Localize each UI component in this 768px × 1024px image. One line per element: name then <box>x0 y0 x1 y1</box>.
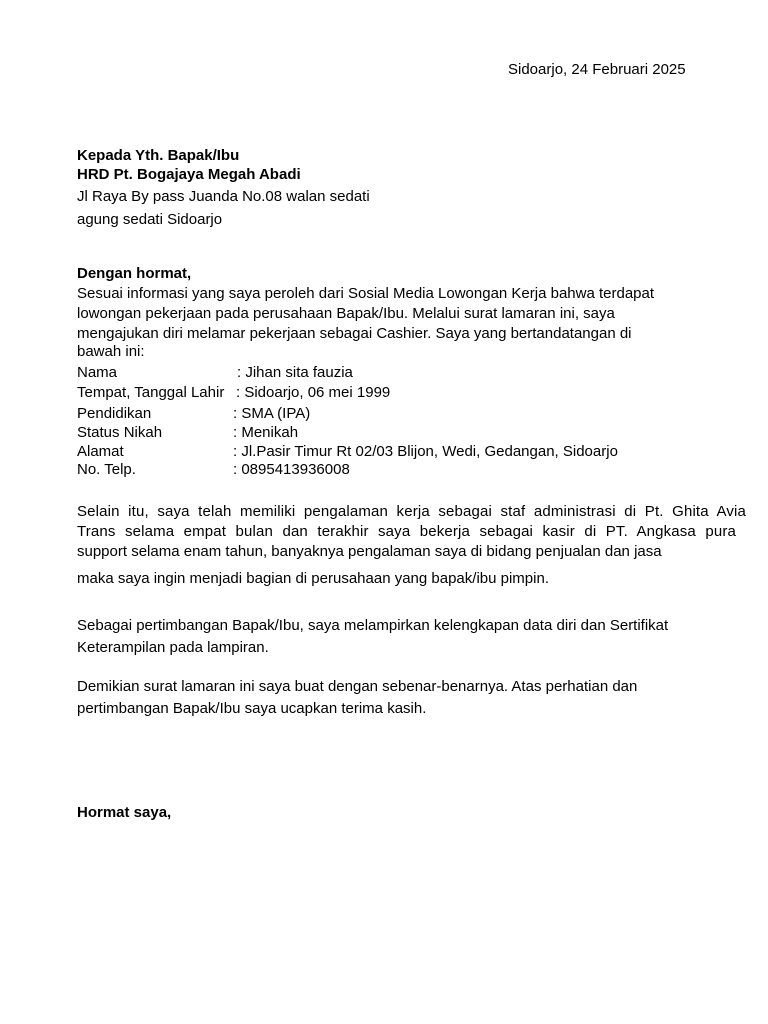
recipient-line-1: Kepada Yth. Bapak/Ibu <box>77 147 240 164</box>
attachment-line: Sebagai pertimbangan Bapak/Ibu, saya melampirkan kelengkapan data diri dan Sertifikat <box>77 617 669 634</box>
intro-line: bawah ini: <box>77 343 145 360</box>
recipient-address-2: agung sedati Sidoarjo <box>77 211 223 228</box>
attachment-line: Keterampilan pada lampiran. <box>77 639 269 656</box>
intro-line: mengajukan diri melamar pekerjaan sebagai Cashier. Saya yang bertandatangan di <box>77 325 632 342</box>
detail-label-telp: No. Telp. <box>77 461 136 478</box>
recipient-line-2: HRD Pt. Bogajaya Megah Abadi <box>77 166 301 183</box>
experience-line: support selama enam tahun, banyaknya pengalaman saya di bidang penjualan dan jasa <box>77 543 662 560</box>
detail-label-status: Status Nikah <box>77 424 163 441</box>
detail-value-alamat: : Jl.Pasir Timur Rt 02/03 Blijon, Wedi, Gedangan, Sidoarjo <box>233 443 618 460</box>
closing-line: Demikian surat lamaran ini saya buat dengan sebenar-benarnya. Atas perhatian dan <box>77 678 638 695</box>
experience-line: Selain itu, saya telah memiliki pengalaman kerja sebagai staf administrasi di Pt. Ghita Avia <box>77 503 746 520</box>
detail-value-ttl: : Sidoarjo, 06 mei 1999 <box>236 384 391 401</box>
detail-label-pendidikan: Pendidikan <box>77 405 152 422</box>
experience-line: maka saya ingin menjadi bagian di perusahaan yang bapak/ibu pimpin. <box>77 570 549 587</box>
detail-label-alamat: Alamat <box>77 443 124 460</box>
signoff: Hormat saya, <box>77 804 172 821</box>
recipient-address-1: Jl Raya By pass Juanda No.08 walan sedati <box>77 188 370 205</box>
detail-value-status: : Menikah <box>233 424 299 441</box>
detail-value-telp: : 0895413936008 <box>233 461 350 478</box>
experience-line: Trans selama empat bulan dan terakhir saya bekerja sebagai kasir di PT. Angkasa pura <box>77 523 736 540</box>
closing-line: pertimbangan Bapak/Ibu saya ucapkan terima kasih. <box>77 700 427 717</box>
detail-label-nama: Nama <box>77 364 118 381</box>
intro-line: lowongan pekerjaan pada perusahaan Bapak/Ibu. Melalui surat lamaran ini, saya <box>77 305 615 322</box>
detail-label-ttl: Tempat, Tanggal Lahir <box>77 384 225 401</box>
intro-line: Sesuai informasi yang saya peroleh dari Sosial Media Lowongan Kerja bahwa terdapat <box>77 285 655 302</box>
date-line: Sidoarjo, 24 Februari 2025 <box>508 61 686 78</box>
greeting: Dengan hormat, <box>77 265 192 282</box>
detail-value-pendidikan: : SMA (IPA) <box>233 405 311 422</box>
detail-value-nama: : Jihan sita fauzia <box>237 364 353 381</box>
